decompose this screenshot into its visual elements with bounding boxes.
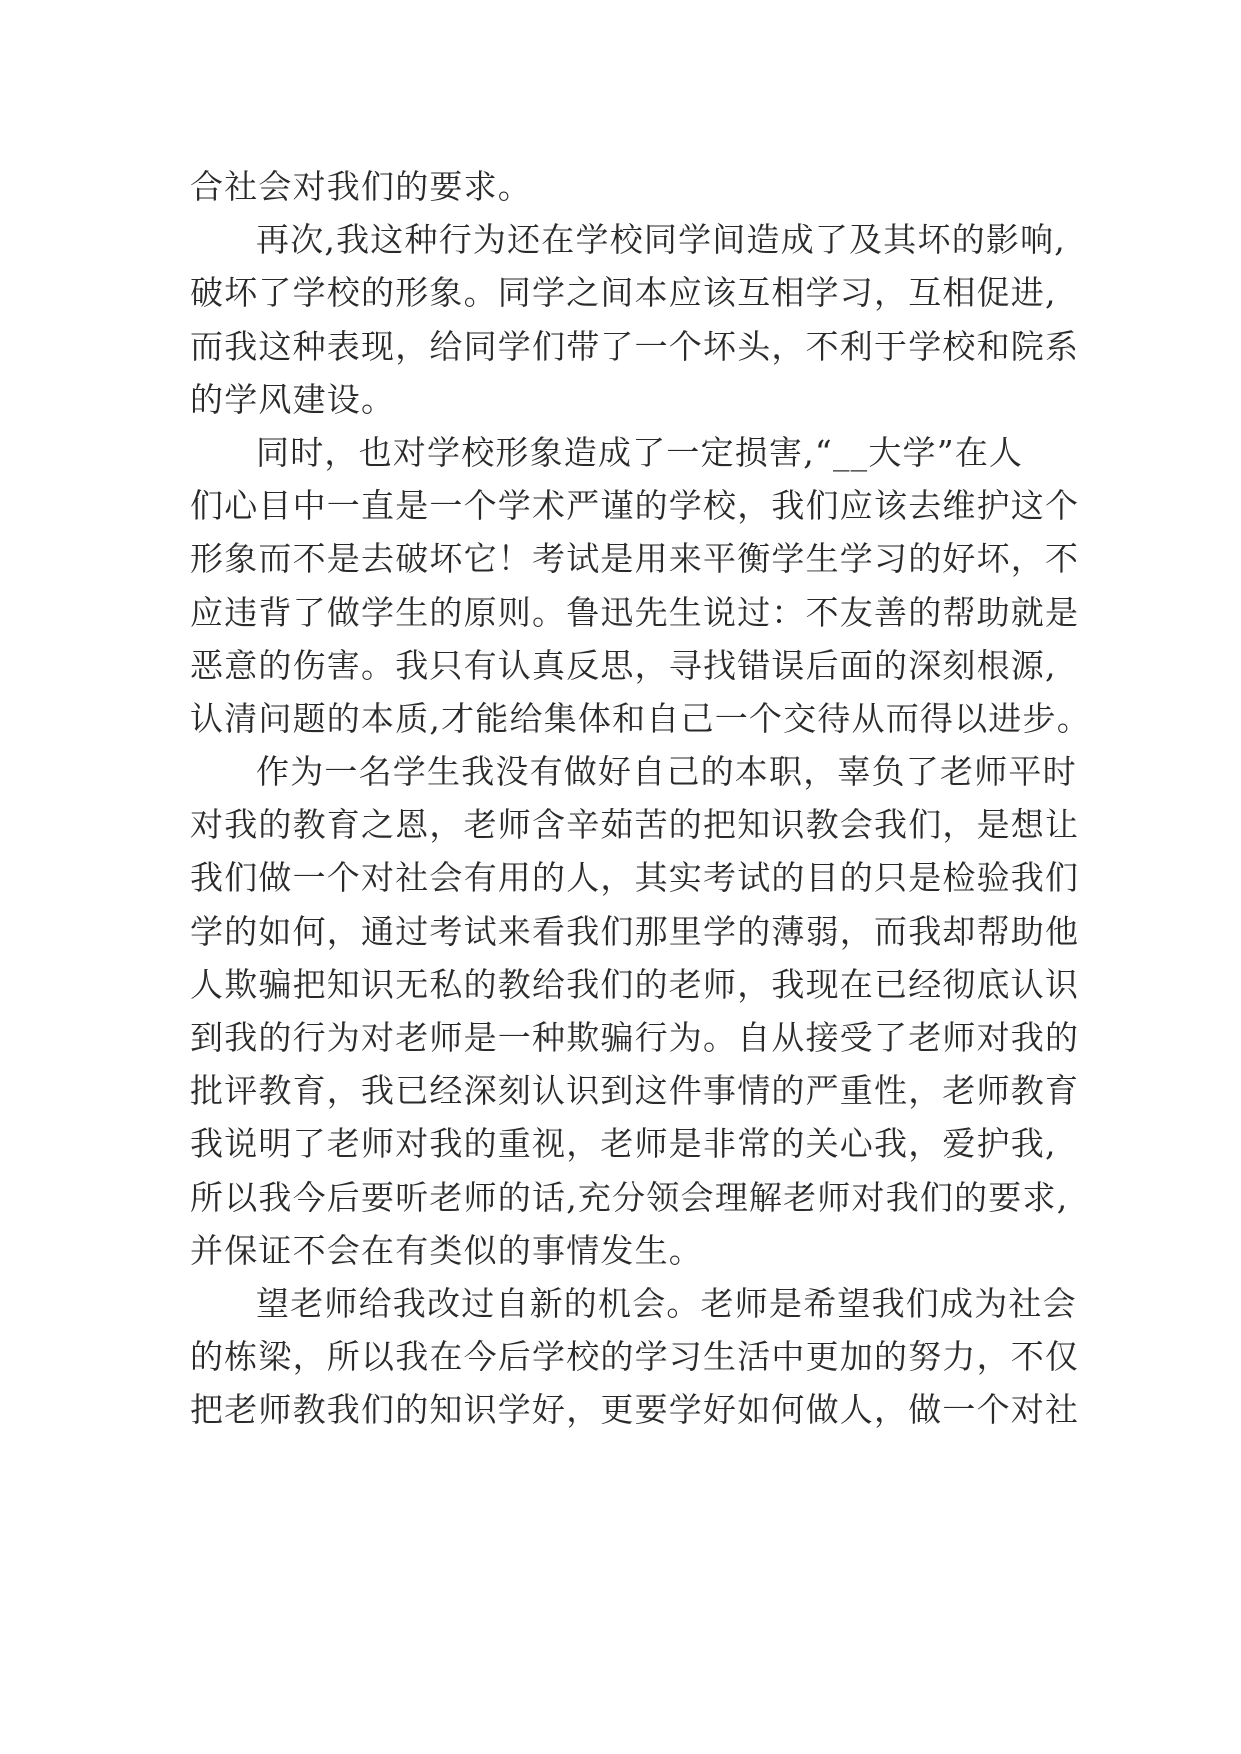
text-line: 把老师教我们的知识学好，更要学好如何做人，做一个对社 xyxy=(190,1390,1080,1430)
text-line: 作为一名学生我没有做好自己的本职，辜负了老师平时 xyxy=(256,752,1077,792)
text-line: 批评教育，我已经深刻认识到这件事情的严重性，老师教育 xyxy=(190,1071,1080,1111)
text-line: 同时，也对学校形象造成了一定损害,“__大学”在人 xyxy=(256,432,1024,472)
text-line: 再次,我这种行为还在学校同学间造成了及其坏的影响, xyxy=(256,220,1066,260)
text-line: 望老师给我改过自新的机会。老师是希望我们成为社会 xyxy=(256,1283,1077,1323)
text-line: 学的如何，通过考试来看我们那里学的薄弱，而我却帮助他 xyxy=(190,911,1080,951)
text-line: 我们做一个对社会有用的人，其实考试的目的只是检验我们 xyxy=(190,858,1080,898)
text-line: 人欺骗把知识无私的教给我们的老师，我现在已经彻底认识 xyxy=(190,964,1080,1004)
text-line: 形象而不是去破坏它！考试是用来平衡学生学习的好坏，不 xyxy=(190,539,1080,579)
text-line: 恶意的伤害。我只有认真反思，寻找错误后面的深刻根源, xyxy=(190,645,1057,685)
text-line: 认清问题的本质,才能给集体和自己一个交待从而得以进步。 xyxy=(190,698,1091,738)
text-line: 的栋梁，所以我在今后学校的学习生活中更加的努力，不仅 xyxy=(190,1337,1080,1377)
text-line: 所以我今后要听老师的话,充分领会理解老师对我们的要求, xyxy=(190,1177,1069,1217)
text-line: 到我的行为对老师是一种欺骗行为。自从接受了老师对我的 xyxy=(190,1018,1080,1057)
text-line: 对我的教育之恩，老师含辛茹苦的把知识教会我们，是想让 xyxy=(190,805,1080,845)
text-line: 应违背了做学生的原则。鲁迅先生说过：不友善的帮助就是 xyxy=(190,592,1080,632)
text-line: 而我这种表现，给同学们带了一个坏头，不利于学校和院系 xyxy=(190,326,1080,366)
text-line: 破坏了学校的形象。同学之间本应该互相学习，互相促进, xyxy=(190,273,1057,313)
text-line: 们心目中一直是一个学术严谨的学校，我们应该去维护这个 xyxy=(190,486,1080,526)
text-line: 合社会对我们的要求。 xyxy=(190,167,532,206)
text-line: 的学风建设。 xyxy=(190,379,396,419)
document-body xyxy=(190,160,1091,1437)
text-line: 并保证不会在有类似的事情发生。 xyxy=(190,1230,703,1270)
text-line: 我说明了老师对我的重视，老师是非常的关心我，爱护我, xyxy=(190,1124,1057,1164)
